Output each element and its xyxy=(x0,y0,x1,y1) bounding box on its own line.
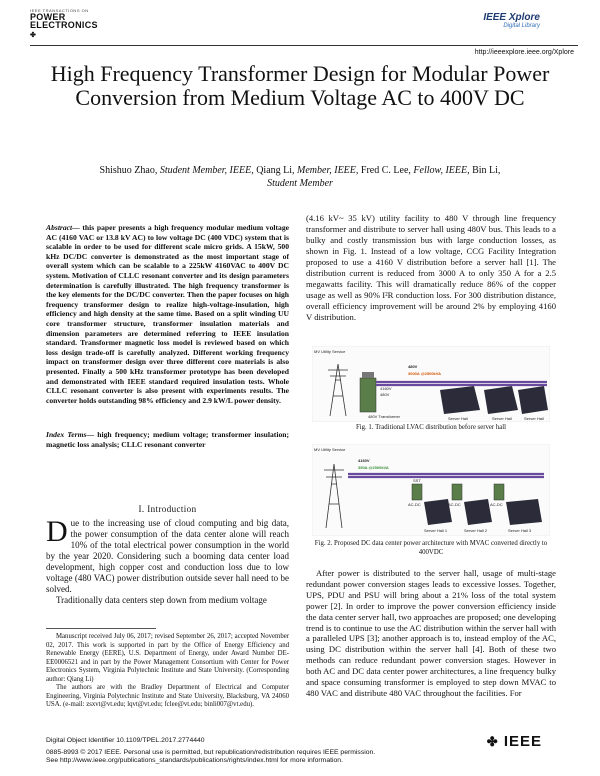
abstract-lead: Abstract— xyxy=(46,223,80,232)
figure-2 xyxy=(312,444,550,536)
abstract xyxy=(46,223,289,405)
fig1-server-hall-2: Server Hall xyxy=(492,416,512,421)
introduction-body xyxy=(46,515,289,606)
ieee-logo xyxy=(487,733,542,750)
index-terms xyxy=(46,430,289,449)
fig2-conv-label-3: AC-DC xyxy=(490,502,503,507)
ieee-xplore-brand xyxy=(483,12,540,29)
ieee-logo-text: IEEE xyxy=(503,733,542,750)
footnote-manuscript: Manuscript received July 06, 2017; revised September 26, 2017; accepted November 02, 2017. This work is supported in part by the Office of Energy Efficiency and Renewable Energy (EERE), U.S. Department of Energy, under Award Number DE-EE0006521 and in part by the Power Management Consortium with Center for Power Electronics System, Virginia Polytechnic Institute and State University. (Corresponding author: Qiang Li) xyxy=(46,633,289,683)
fig2-bus-voltage: 4160V xyxy=(358,458,370,463)
fig1-server-racks xyxy=(440,386,548,414)
fig2-server-hall-1: Server Hall 1 xyxy=(424,528,448,533)
fig2-conv-label-2: AC-DC xyxy=(448,502,461,507)
transformer-icon xyxy=(360,372,376,412)
fig1-source-label: MV Utility Service xyxy=(314,349,346,354)
figure-2-diagram xyxy=(312,444,550,536)
journal-header xyxy=(30,8,98,39)
journal-logo-line1: POWER xyxy=(30,12,66,22)
fig1-xfmr-label: 4160V xyxy=(380,386,392,391)
figure-1-diagram xyxy=(312,346,550,422)
footer-permission[interactable]: See http://www.ieee.org/publications_standards/publications/rights/index.html for more information. xyxy=(46,757,343,764)
fig2-bus-current: 350A @2500kVA xyxy=(358,465,389,470)
fig1-facility-label: 480V Transformer xyxy=(368,414,401,419)
xplore-url[interactable]: http://ieeexplore.ieee.org/Xplore xyxy=(474,49,574,56)
journal-logo-line2: ELECTRONICS xyxy=(30,20,98,30)
footer-doi: Digital Object Identifier 10.1109/TPEL.2017.2774440 xyxy=(46,737,205,744)
section-heading-introduction: I. Introduction xyxy=(138,504,197,514)
intro-paragraph-1: ue to the increasing use of cloud computing and big data, the power consumption of the data center alone will reach 10% of the total electrical power consumption in the world by the year 2020. Considering such a booming data center load development, high copper cost and conduction loss due to low voltage (480 VAC) power distribution outside sever hall need to be solved. xyxy=(46,518,289,594)
drop-cap: D xyxy=(46,515,68,548)
fig2-source-label: MV Utility Service xyxy=(314,447,346,452)
fig2-unit-label-1: SST xyxy=(413,478,421,483)
fig2-server-racks xyxy=(424,499,542,525)
footnote-affiliation: The authors are with the Bradley Department of Electrical and Computer Engineering, Virginia Polytechnic Institute and State University, Blacksburg, VA 24060 USA. (e-mail: zsxvt@vt.edu; lqvt@vt.edu; fclee@vt.edu; binli007@vt.edu). xyxy=(46,684,289,708)
right-column-text: (4.16 kV~ 35 kV) utility facility to 480 V through line frequency transformer and distribute to server hall using 480V bus. This leads to a bulky and costly transmission bus with large conduction losses, as shown in Fig. 1. Instead of a low voltage, CCG Facility Integration proposed to use a 4160 V distribution before a server hall [1]. The distribution current is reduced from 3000 A to only 350 A for a 2.5 megawatts facility. This will dramatically reduce 86% of the copper usage as well as 90% I²R conduction loss. For 300 distribution distance, overall efficiency improvement will be around 2% by employing 4160 V distribution. xyxy=(306,213,556,322)
right-paragraph-2: After power is distributed to the server hall, usage of multi-stage redundant power conversion stages leads to excessive losses. Together, UPS, PDU and PSU will bring about a 21% loss of the total system power [2]. In order to improve the power conversion efficiency inside the data center server hall, two approaches are proposed; one developing trend is to continue to use the AC distribution within the server hall with a paralleled UPS [3]; another approach is to, instead employ of the AC, using DC distribution within the server hall [4]. Both of these two methods can reduce redundant power conversion stages. However in both AC and DC data center power architectures, a line frequency bulky and space consuming transformer is employed to step down MVAC to 480 VAC and distribute 480 VAC throughout the facilities. For xyxy=(306,568,556,698)
paper-title: High Frequency Transformer Design for Modular Power Conversion from Medium Voltage AC to 400V DC xyxy=(50,61,550,110)
fig2-server-hall-3: Server Hall 3 xyxy=(508,528,532,533)
figure-1-caption: Fig. 1. Traditional LVAC distribution before server hall xyxy=(355,424,507,431)
header-rule xyxy=(30,45,578,46)
intro-paragraph-2: Traditionally data centers step down from medium voltage xyxy=(56,595,267,605)
abstract-text: this paper presents a high frequency modular medium voltage AC (4160 VAC or 13.8 kV AC) to low voltage DC (400 VDC) system that is scalable in order to be used for different scale micro grids. A 15kW, 500 kHz DC/DC converter is demonstrated as the most important stage of overall system which can be scalable to a 225kW 4160VAC to 400V DC system. Motivation of CLLC resonant converter and its design parameters determination is carefully illustrated. The high frequency transformer is the key elements for the DC/DC converter. Then the paper focuses on high frequency transformer design to realize high-voltage-insulation, high efficiency and high density at the same time. Based on a split winding UU core transformer structure, transformer insulation materials and dimension parameters are determined referring to IEEE insulation standard. Transformer magnetic loss model is reviewed based on which loss design trade-off is carefully analyzed. Different working frequency impact on transformer design over three different core materials is also presented. Finally a 500 kHz transformer prototype has been developed and demonstrated with IEEE standard required insulation tests. Whole CLLC resonant converter is also present with experiments results. The converter holds outstanding 98% efficiency and 2.9 kW/L power density. xyxy=(46,223,289,405)
figure-2-caption: Fig. 2. Proposed DC data center power architecture with MVAC converted directly to 400VDC xyxy=(314,540,548,556)
figure-1 xyxy=(312,346,550,422)
society-logo-icon: ✤ xyxy=(30,32,36,39)
fig1-bus-voltage: 480V xyxy=(408,364,418,369)
journal-small-text: IEEE TRANSACTIONS ON xyxy=(30,8,89,13)
fig1-server-hall-3: Server Hall xyxy=(524,416,544,421)
brand-name: IEEE Xplore xyxy=(483,12,540,23)
page-footer xyxy=(46,737,375,766)
footer-copyright: 0885-8993 © 2017 IEEE. Personal use is permitted, but republication/redistribution requires IEEE permission. xyxy=(46,748,376,756)
author-list: Shishuo Zhao, Student Member, IEEE, Qiang Li, Member, IEEE, Fred C. Lee, Fellow, IEEE, Bin Li, Student Member xyxy=(99,165,501,189)
footnote-rule xyxy=(46,628,156,629)
fig1-server-hall-1: Server Hall xyxy=(448,416,468,421)
fig1-xfmr-sub: 480V xyxy=(380,392,390,397)
footnote xyxy=(46,633,289,710)
index-terms-text: high frequency; medium voltage; transformer insulation; magnetic loss analysis; CLLC resonant converter xyxy=(46,430,289,449)
index-terms-lead: Index Terms— xyxy=(46,430,95,439)
ieee-logo-icon: ✤ xyxy=(486,734,499,749)
fig1-bus-current: 3000A @2500kVA xyxy=(408,371,442,376)
fig2-server-hall-2: Server Hall 2 xyxy=(464,528,488,533)
right-column-bottom-text xyxy=(306,568,556,699)
brand-tagline: Digital Library xyxy=(503,23,540,29)
fig2-conv-label-1: AC-DC xyxy=(408,502,421,507)
